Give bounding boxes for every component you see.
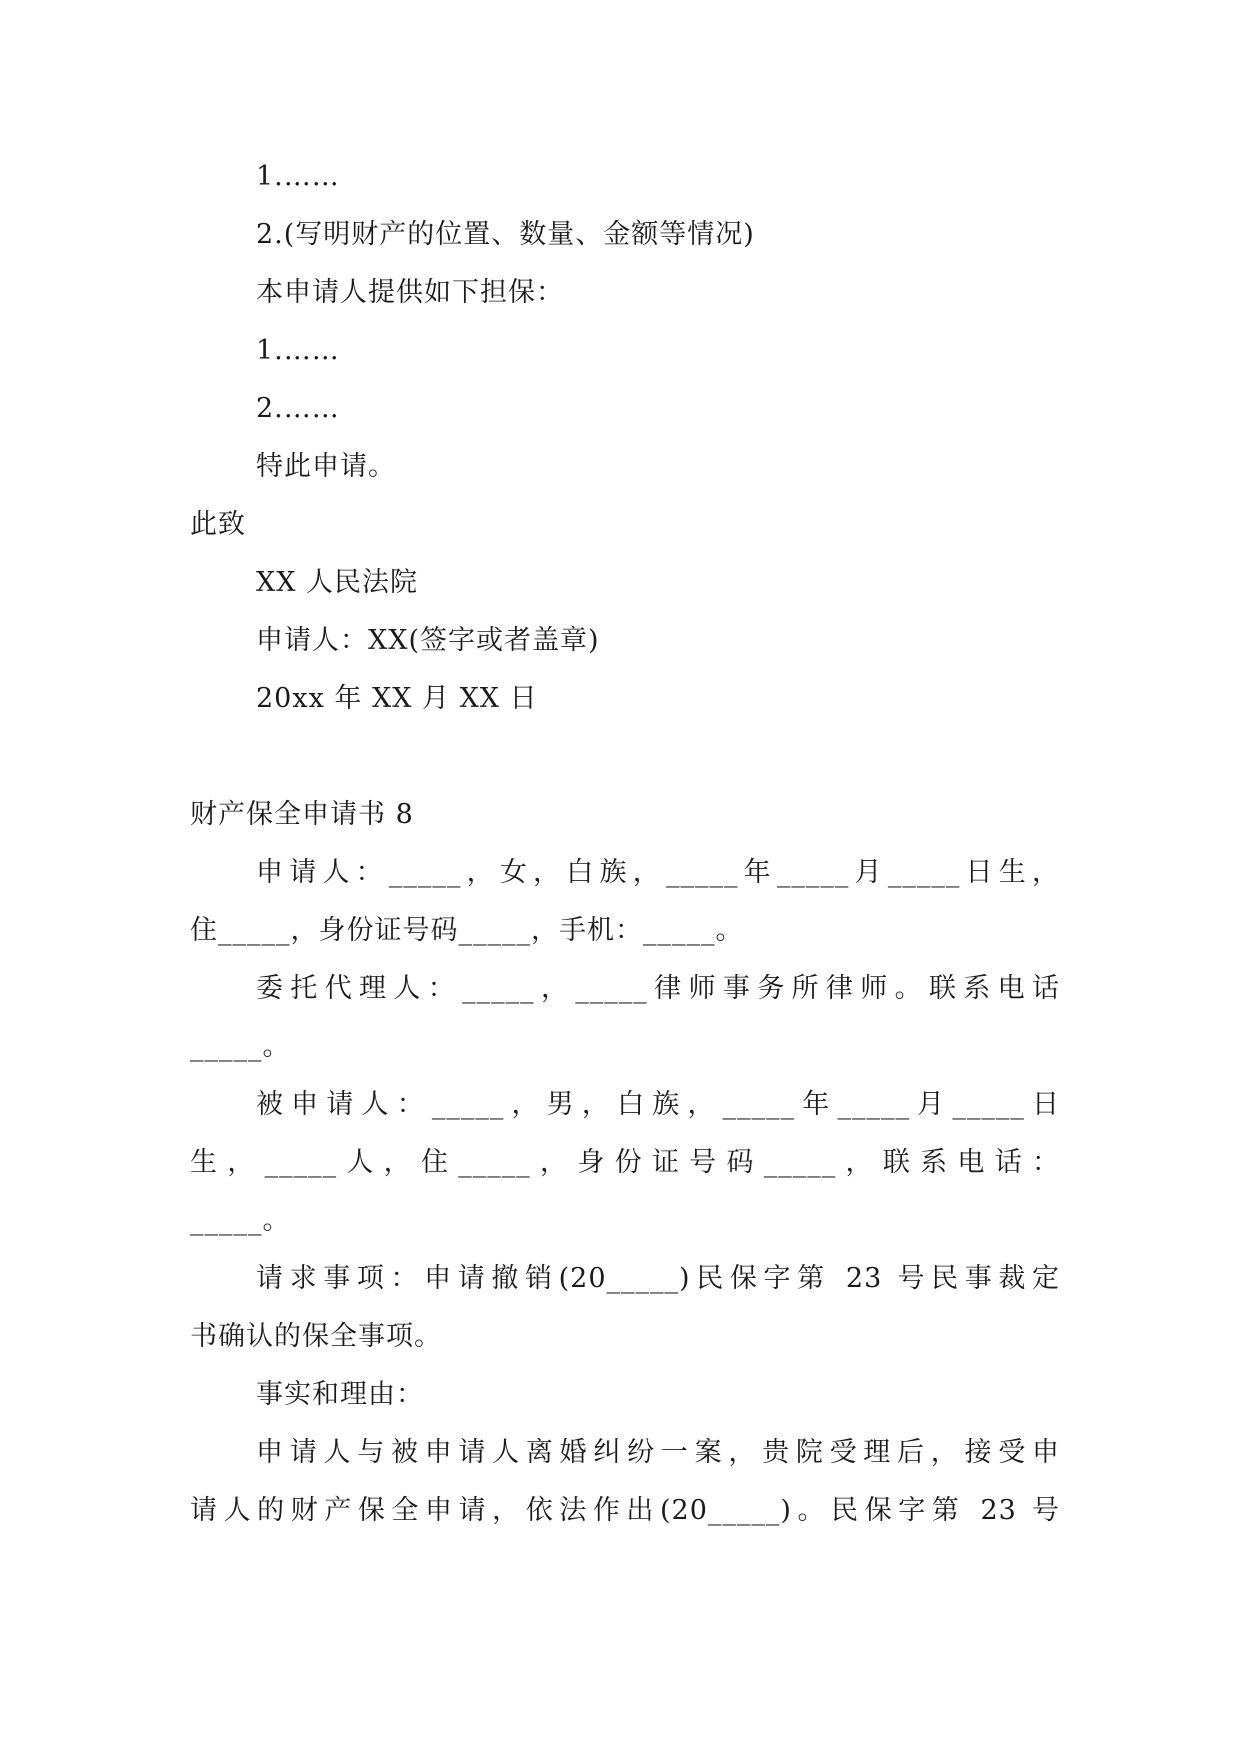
paragraph: 本申请人提供如下担保：	[256, 277, 564, 308]
section-gap	[190, 728, 1060, 786]
paragraph-line: 书确认的保全事项。	[190, 1321, 442, 1352]
paragraph-line: _____。	[190, 1031, 291, 1062]
list-item: 1.……	[256, 335, 340, 366]
court-name: XX 人民法院	[256, 567, 419, 598]
paragraph-line: 请求事项：申请撤销(20_____)民保字第 23 号民事裁定	[256, 1263, 1060, 1294]
paragraph-line: _____。	[190, 1205, 291, 1236]
paragraph-heading: 事实和理由：	[256, 1379, 424, 1410]
paragraph-line: 住_____，身份证号码_____，手机：_____。	[190, 915, 744, 946]
paragraph-line: 生，_____人，住_____，身份证号码_____，联系电话：	[190, 1147, 1060, 1178]
applicant-signature: 申请人：XX(签字或者盖章)	[256, 625, 600, 656]
section-title: 财产保全申请书 8	[190, 799, 414, 830]
paragraph-line: 被申请人：_____，男，白族，_____年_____月_____日	[256, 1089, 1060, 1120]
closing-line: 特此申请。	[256, 451, 396, 482]
list-item: 2.……	[256, 393, 340, 424]
list-item: 2.(写明财产的位置、数量、金额等情况)	[256, 219, 755, 250]
paragraph-line: 委托代理人：_____，_____律师事务所律师。联系电话	[256, 973, 1060, 1004]
paragraph-line: 申请人与被申请人离婚纠纷一案，贵院受理后，接受申	[256, 1437, 1060, 1468]
salutation: 此致	[190, 509, 246, 540]
date-line: 20xx 年 XX 月 XX 日	[256, 683, 538, 714]
paragraph-line: 请人的财产保全申请，依法作出(20_____)。民保字第 23 号	[190, 1495, 1060, 1526]
paragraph-line: 申请人：_____，女，白族，_____年_____月_____日生，	[256, 857, 1060, 888]
document-page	[190, 148, 1060, 1540]
list-item: 1.……	[256, 161, 340, 192]
